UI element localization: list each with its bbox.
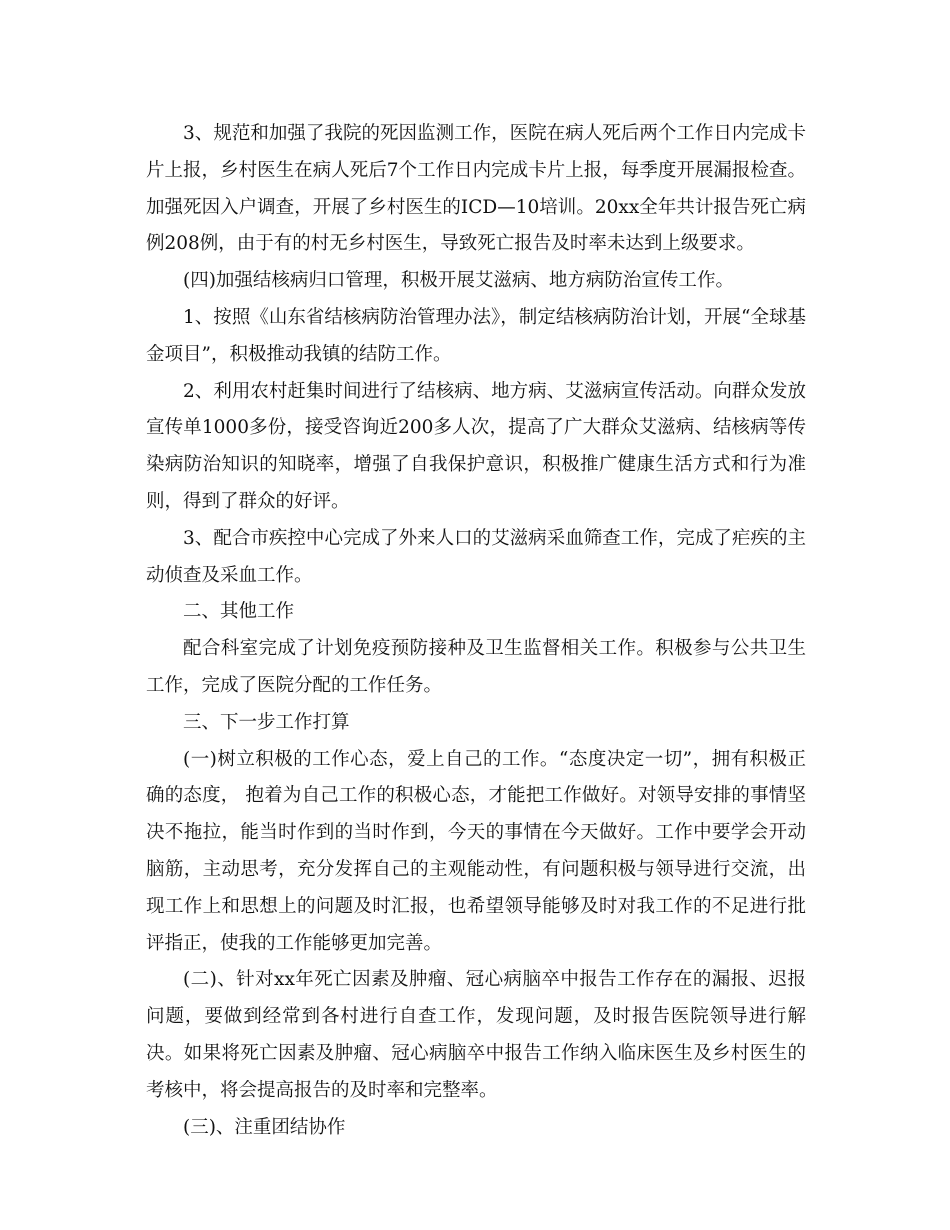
- paragraph-death-monitoring: 3、规范和加强了我院的死因监测工作，医院在病人死后两个工作日内完成卡片上报，乡村医生在病人死后7个工作日内完成卡片上报，每季度开展漏报检查。加强死因入户调查，开展了乡村医生的ICD—10培训。20xx全年共计报告死亡病例208例，由于有的村无乡村医生，导致死亡报告及时率未达到上级要求。: [146, 123, 806, 255]
- heading-next-steps: 三、下一步工作打算: [183, 711, 350, 733]
- paragraph-work-attitude: (一)树立积极的工作心态，爱上自己的工作。“态度决定一切”，拥有积极正确的态度， 抱着为自己工作的积极心态，才能把工作做好。对领导安排的事情坚决不拖拉，能当时作到的当时作到，今天的事情在今天做好。工作中要学会开动脑筋，主动思考，充分发挥自己的主观能动性，有问题积极与领导进行交流，出现工作上和思想上的问题及时汇报，也希望领导能够及时对我工作的不足进行批评指正，使我的工作能够更加完善。: [146, 748, 806, 954]
- paragraph-other-work: 配合科室完成了计划免疫预防接种及卫生监督相关工作。积极参与公共卫生工作，完成了医院分配的工作任务。: [146, 638, 806, 696]
- document-body: [146, 116, 806, 1146]
- heading-other-work: 二、其他工作: [183, 601, 295, 623]
- heading-tuberculosis-management: (四)加强结核病归口管理，积极开展艾滋病、地方病防治宣传工作。: [183, 270, 734, 292]
- paragraph-reporting-issues: (二)、针对xx年死亡因素及肿瘤、冠心病脑卒中报告工作存在的漏报、迟报问题，要做到经常到各村进行自查工作，发现问题，及时报告医院领导进行解决。如果将死亡因素及肿瘤、冠心病脑卒中报告工作纳入临床医生及乡村医生的考核中，将会提高报告的及时率和完整率。: [146, 969, 806, 1101]
- paragraph-cdc-screening: 3、配合市疾控中心完成了外来人口的艾滋病采血筛查工作，完成了疟疾的主动侦查及采血工作。: [146, 527, 806, 586]
- paragraph-publicity-activities: 2、利用农村赶集时间进行了结核病、地方病、艾滋病宣传活动。向群众发放宣传单1000多份，接受咨询近200多人次，提高了广大群众艾滋病、结核病等传染病防治知识的知晓率，增强了自我保护意识，积极推广健康生活方式和行为准则，得到了群众的好评。: [146, 380, 806, 512]
- heading-teamwork: (三)、注重团结协作: [183, 1116, 346, 1138]
- paragraph-tb-plan: 1、按照《山东省结核病防治管理办法》，制定结核病防治计划，开展“全球基金项目”，积极推动我镇的结防工作。: [146, 306, 806, 365]
